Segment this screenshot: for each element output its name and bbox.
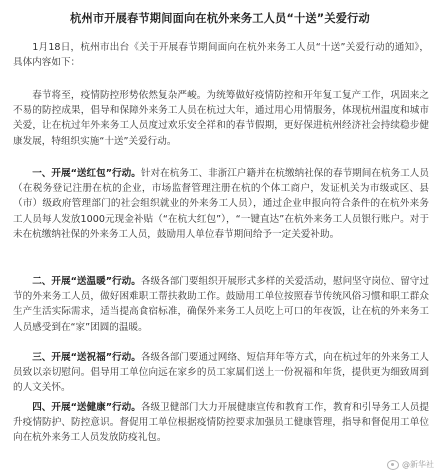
section-heading: 一、开展“送红包”行动。	[32, 168, 141, 179]
weibo-icon	[387, 460, 399, 470]
section-heading: 四、开展“送健康”行动。	[32, 402, 141, 413]
page-title: 杭州市开展春节期间面向在杭外来务工人员“十送”关爱行动	[70, 12, 370, 25]
watermark-text: @新华社	[402, 460, 434, 469]
section-body: 各级卫健部门大力开展健康宣传和教育工作，教育和引导务工人员提升疫情防护、防控意识。督促用工单位根据疫情防控要求加强员工健康管理，指导和督促用工单位向在杭外来务工人员发放防疫礼包。	[13, 402, 429, 444]
section-send-warmth	[13, 274, 429, 335]
section-heading: 二、开展“送温暖”行动。	[32, 276, 141, 287]
section-send-blessings	[13, 350, 429, 396]
section-body: 各级各部门要组织开展形式多样的关爱活动，慰问坚守岗位、留守过节的外来务工人员，做好困难职工帮扶救助工作。鼓励用工单位按照春节传统风俗习惯和职工群众生产生活实际需求，适当提高食宿标准，确保外来务工人员吃上可口的年夜饭，让在杭的外来务工人员感受到在“家”团圆的温暖。	[13, 276, 429, 333]
section-body: 针对在杭务工、非浙江户籍并在杭缴纳社保的春节期间在杭务工人员（在税务登记注册在杭的企业，市场监督管理注册在杭的个体工商户，发证机关为市级或区、县（市）级政府管理部门的社会组织就业的外来务工人员），通过企业申报向符合条件的在杭外来务工人员每人发放1000元现金补贴（“在杭大红包”），“一键直达”在杭外来务工人员银行账户。对于未在杭缴纳社保的外来务工人员，鼓励用人单位春节期间给予一定关爱补助。	[13, 168, 429, 240]
intro-paragraph: 1月18日，杭州市出台《关于开展春节期间面向在杭外来务工人员“十送”关爱行动的通知》，具体内容如下：	[13, 42, 429, 69]
section-heading: 三、开展“送祝福”行动。	[32, 352, 141, 363]
background-paragraph: 春节将至，疫情防控形势依然复杂严峻。为统筹做好疫情防控和开年复工复产工作，巩固来之不易的防控成果，倡导和保障外来务工人员在杭过大年，通过用心用情服务，体现杭州温度和城市关爱，让在杭过年外来务工人员度过欢乐安全祥和的春节假期，更好保进杭州经济社会持续稳步健康发展，特组织实施“十送”关爱行动。	[13, 90, 429, 147]
watermark	[387, 459, 434, 470]
section-send-red-envelope	[13, 166, 429, 242]
section-body: 各级各部门要通过网络、短信拜年等方式，向在杭过年的外来务工人员致以亲切慰问。倡导用工单位向远在家乡的员工家属们送上一份祝福和年货，提供更为细致周到的人文关怀。	[13, 352, 429, 394]
section-send-health	[13, 400, 429, 446]
